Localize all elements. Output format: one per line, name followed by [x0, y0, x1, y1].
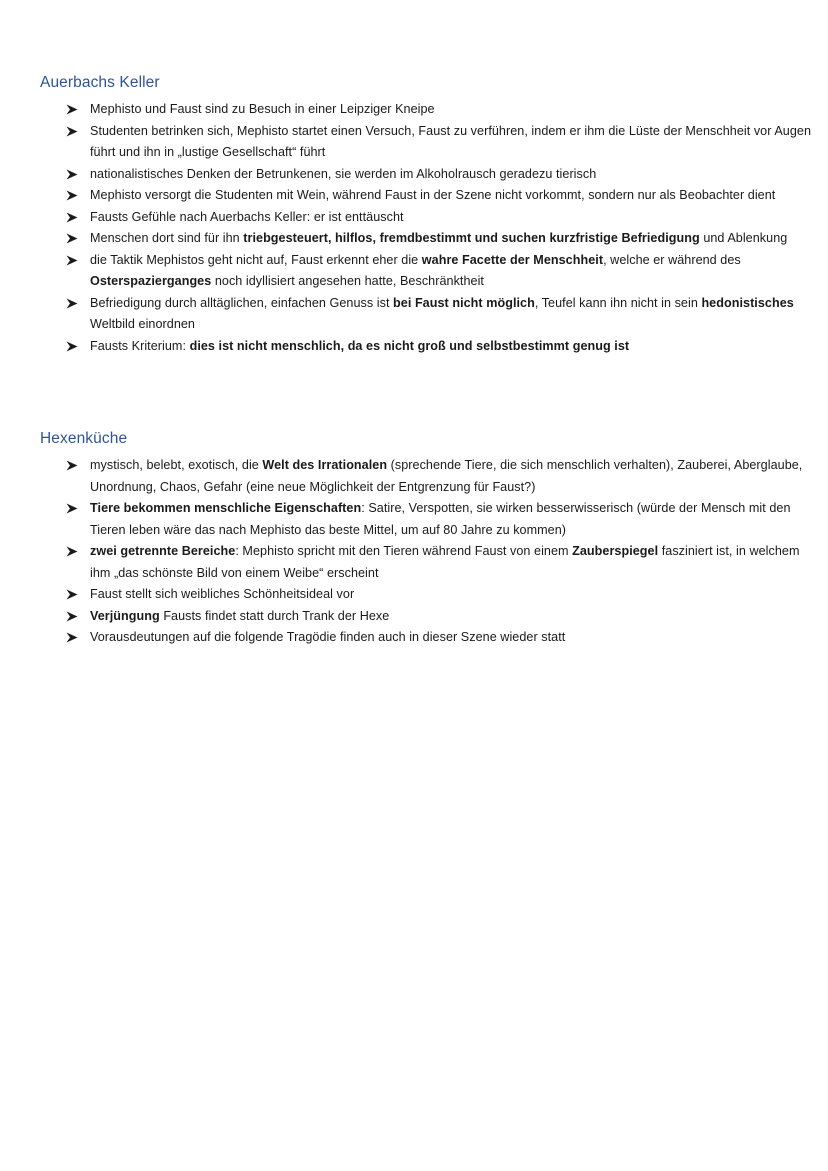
list-item-text	[90, 124, 811, 160]
text-run: : Mephisto spricht mit den Tieren während Faust von einem	[235, 544, 573, 558]
arrowhead-bullet-icon	[65, 627, 79, 649]
list-item-text	[90, 188, 775, 202]
text-run: Weltbild einordnen	[90, 317, 195, 331]
text-run: Vorausdeutungen auf die folgende Tragödie finden auch in dieser Szene wieder statt	[90, 630, 566, 644]
arrowhead-bullet-icon	[65, 293, 79, 315]
text-run: : Satire, Verspotten, sie wirken besserwisserisch (würde der Mensch mit den Tieren leben wäre das nach Mephisto das beste Mittel, um auf 80 Jahre zu kommen)	[90, 501, 791, 537]
arrowhead-bullet-icon	[65, 455, 79, 477]
list-item	[40, 250, 815, 293]
arrowhead-bullet-icon	[65, 584, 79, 606]
list-item-text	[90, 231, 787, 245]
text-run: fasziniert ist, in welchem ihm „das schönste Bild von einem Weibe“ erscheint	[90, 544, 800, 580]
text-run: , Teufel kann ihn nicht in sein	[534, 295, 702, 310]
text-run: Befriedigung durch alltäglichen, einfachen Genuss ist	[90, 295, 394, 310]
bold-text-run: Verjüngung	[90, 608, 160, 623]
bold-text-run: wahre Facette der Menschheit	[421, 252, 604, 267]
list-item-text	[90, 630, 565, 644]
arrowhead-bullet-icon	[65, 121, 79, 143]
text-run: Fausts findet statt durch Trank der Hexe	[159, 608, 390, 623]
list-item-text	[90, 296, 794, 332]
list-item-text	[90, 544, 800, 580]
text-run: noch idyllisiert angesehen hatte, Beschränktheit	[211, 274, 484, 288]
arrowhead-bullet-icon	[65, 228, 79, 250]
bold-text-run: Zauberspiegel	[572, 544, 659, 558]
arrowhead-bullet-icon	[65, 99, 79, 121]
text-run: Mephisto und Faust sind zu Besuch in einer Leipziger Kneipe	[90, 102, 435, 116]
arrowhead-bullet-icon	[65, 498, 79, 520]
text-run: nationalistisches Denken der Betrunkenen, sie werden im Alkoholrausch geradezu tierisch	[90, 166, 597, 181]
list-item	[40, 293, 815, 336]
list-item	[40, 228, 815, 250]
arrowhead-bullet-icon	[65, 207, 79, 229]
list-item	[40, 99, 815, 121]
bullet-list	[40, 99, 815, 357]
list-item-text	[90, 210, 404, 224]
arrowhead-bullet-icon	[65, 606, 79, 628]
text-run: die Taktik Mephistos geht nicht auf, Faust erkennt eher die	[90, 252, 422, 267]
list-item-text	[90, 102, 435, 116]
bold-text-run: hedonistisches	[701, 295, 794, 310]
text-run: Faust stellt sich weibliches Schönheitsideal vor	[90, 587, 355, 601]
text-run: mystisch, belebt, exotisch, die	[90, 458, 263, 472]
bold-text-run: Osterspazierganges	[90, 274, 212, 288]
bold-text-run: dies ist nicht menschlich, da es nicht groß und selbstbestimmt genug ist	[189, 338, 630, 353]
bold-text-run: triebgesteuert, hilflos, fremdbestimmt und suchen kurzfristige Befriedigung	[243, 231, 700, 245]
arrowhead-bullet-icon	[65, 164, 79, 186]
list-item-text	[90, 587, 354, 601]
list-item	[40, 121, 815, 164]
text-run: und Ablenkung	[699, 231, 788, 245]
list-item-text	[90, 167, 596, 181]
list-item-text	[90, 339, 629, 353]
list-item	[40, 207, 815, 229]
list-item-text	[90, 458, 802, 494]
text-run: , welche er während des	[603, 252, 741, 267]
section-heading: Auerbachs Keller	[40, 74, 160, 91]
list-item	[40, 627, 815, 649]
list-item	[40, 541, 815, 584]
section-heading: Hexenküche	[40, 430, 128, 447]
text-run: Studenten betrinken sich, Mephisto startet einen Versuch, Faust zu verführen, indem er ihm die Lüste der Menschheit vor Augen führt und ihn in „lustige Gesellschaft“ führt	[90, 123, 811, 159]
arrowhead-bullet-icon	[65, 541, 79, 563]
text-run: (sprechende Tiere, die sich menschlich verhalten), Zauberei, Aberglaube, Unordnung, Chaos, Gefahr (eine neue Möglichkeit der Entgrenzung für Faust?)	[90, 458, 803, 494]
list-item	[40, 455, 815, 498]
list-item-text	[90, 253, 741, 289]
list-item	[40, 185, 815, 207]
bullet-list	[40, 455, 815, 649]
bold-text-run: Welt des Irrationalen	[262, 458, 388, 472]
list-item	[40, 498, 815, 541]
bold-text-run: Tiere bekommen menschliche Eigenschaften	[90, 501, 362, 515]
section-auerbachs-keller	[40, 73, 815, 357]
arrowhead-bullet-icon	[65, 336, 79, 358]
arrowhead-bullet-icon	[65, 250, 79, 272]
bold-text-run: bei Faust nicht möglich	[393, 295, 535, 310]
text-run: Mephisto versorgt die Studenten mit Wein, während Faust in der Szene nicht vorkommt, sondern nur als Beobachter dient	[90, 188, 776, 202]
list-item-text	[90, 501, 791, 537]
text-run: Fausts Gefühle nach Auerbachs Keller: er ist enttäuscht	[90, 209, 404, 224]
list-item	[40, 584, 815, 606]
text-run: Fausts Kriterium:	[90, 338, 190, 353]
section-hexenkueche	[40, 429, 815, 649]
arrowhead-bullet-icon	[65, 185, 79, 207]
list-item	[40, 606, 815, 628]
text-run: Menschen dort sind für ihn	[90, 231, 244, 245]
list-item-text	[90, 609, 389, 623]
list-item	[40, 336, 815, 358]
bold-text-run: zwei getrennte Bereiche	[90, 544, 236, 558]
list-item	[40, 164, 815, 186]
